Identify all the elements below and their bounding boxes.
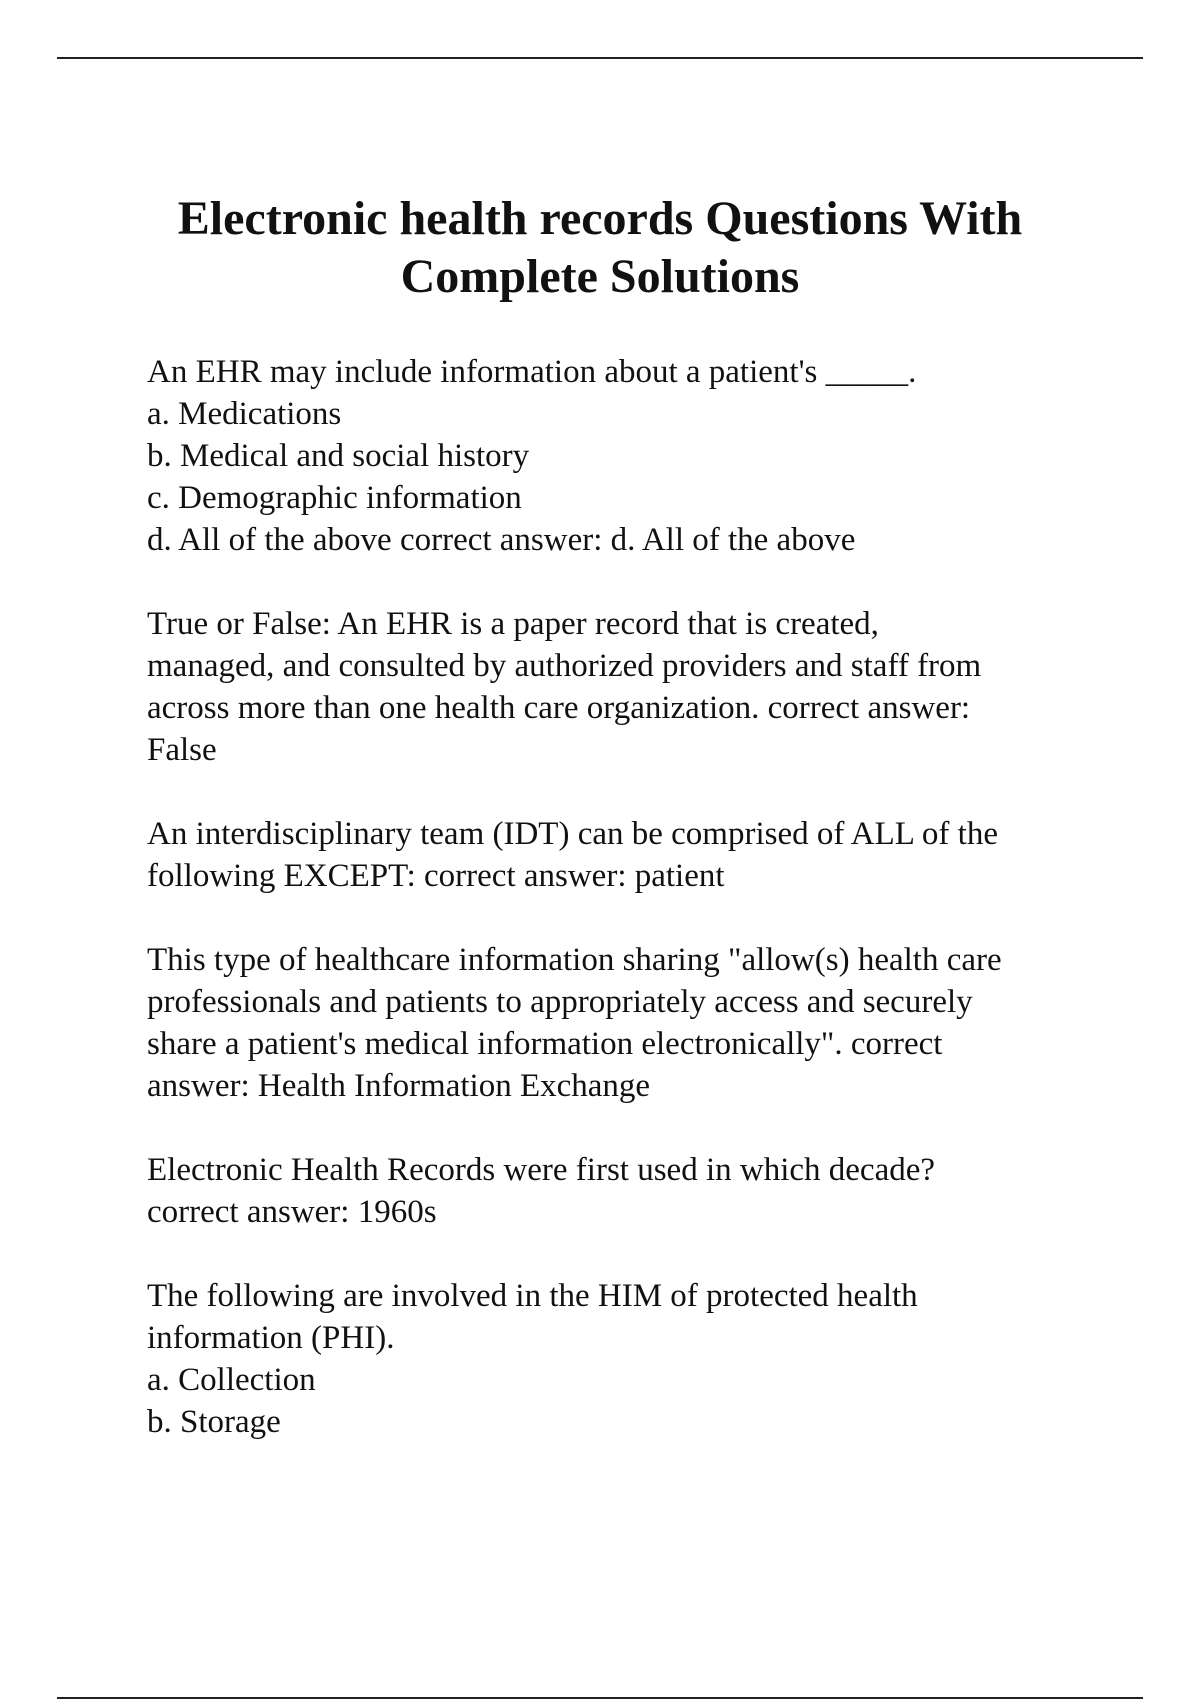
page-title-line-1: Electronic health records Questions With xyxy=(177,192,1023,245)
question-block-3 xyxy=(147,813,1107,897)
page-title xyxy=(100,190,1100,306)
page-title-line-2: Complete Solutions xyxy=(400,250,800,303)
question-text: An EHR may include information about a patient's _____. xyxy=(147,354,917,390)
question-text: This type of healthcare information sharing "allow(s) health care xyxy=(147,942,1002,978)
question-block-4 xyxy=(147,939,1107,1107)
question-block-1 xyxy=(147,351,1107,561)
question-text: managed, and consulted by authorized providers and staff from xyxy=(147,648,982,684)
answer-option: c. Demographic information xyxy=(147,480,522,516)
question-text: Electronic Health Records were first used in which decade? xyxy=(147,1152,936,1188)
question-text: across more than one health care organization. correct answer: xyxy=(147,690,971,726)
correct-answer: following EXCEPT: correct answer: patient xyxy=(147,858,725,894)
answer-option: a. Medications xyxy=(147,396,342,432)
correct-answer: correct answer: 1960s xyxy=(147,1194,437,1230)
question-text: share a patient's medical information electronically". correct xyxy=(147,1026,943,1062)
correct-answer: False xyxy=(147,732,217,768)
question-text: information (PHI). xyxy=(147,1320,395,1356)
question-text: An interdisciplinary team (IDT) can be comprised of ALL of the xyxy=(147,816,998,852)
question-block-2 xyxy=(147,603,1107,771)
answer-option: b. Medical and social history xyxy=(147,438,530,474)
correct-answer: answer: Health Information Exchange xyxy=(147,1068,651,1104)
header-rule xyxy=(57,57,1143,59)
question-block-6 xyxy=(147,1275,1107,1443)
footer-rule xyxy=(57,1697,1143,1699)
question-block-5 xyxy=(147,1149,1107,1233)
question-list xyxy=(147,351,1107,1485)
question-text: True or False: An EHR is a paper record that is created, xyxy=(147,606,879,642)
question-text: professionals and patients to appropriately access and securely xyxy=(147,984,973,1020)
question-text: The following are involved in the HIM of protected health xyxy=(147,1278,918,1314)
answer-option: a. Collection xyxy=(147,1362,316,1398)
answer-option-with-correct-answer: d. All of the above correct answer: d. All of the above xyxy=(147,522,856,558)
answer-option: b. Storage xyxy=(147,1404,281,1440)
